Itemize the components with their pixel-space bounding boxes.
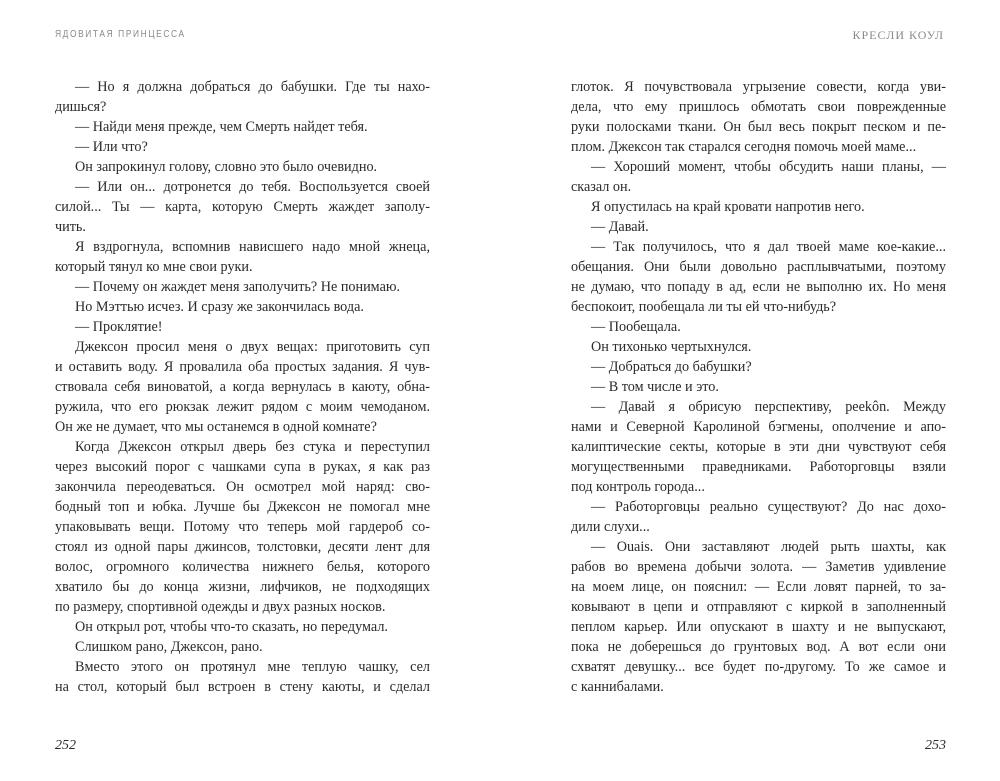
text-line: дили слухи... [571, 519, 650, 535]
text-line: закончила переодеваться. Он осмотрел мой наряд: сво- [55, 479, 430, 495]
text-line: ствовала себя виноватой, а когда вернулась в каюту, обна- [55, 379, 430, 395]
right-page [500, 0, 1000, 781]
text-line: Слишком рано, Джексон, рано. [75, 639, 263, 655]
page-number: 253 [925, 738, 946, 753]
text-line: пеплом карьер. Или опускают в шахту и не выпускают, [571, 619, 946, 635]
text-line: — Давай я обрисую перспективу, peekôn. Между [591, 399, 946, 415]
text-line: — Пообещала. [591, 319, 681, 335]
text-line: — Или он... дотронется до тебя. Воспользуется своей [75, 179, 430, 195]
text-line: руки полосками ткани. Он был весь покрыт песком и пе- [571, 119, 946, 135]
text-line: Он же не думает, что мы останемся в одной комнате? [55, 419, 377, 435]
text-line: и оставить воду. Я провалила оба простых задания. Я чув- [55, 359, 430, 375]
text-line: Я опустилась на край кровати напротив него. [591, 199, 865, 215]
text-line: дела, что ему пришлось обмотать свои поврежденные [571, 99, 946, 115]
page-number: 252 [55, 738, 76, 753]
running-head-author: КРЕСЛИ КОУЛ [852, 28, 944, 42]
text-line: бодный топ и юбка. Лучше бы Джексон не помогал мне [55, 499, 430, 515]
text-line: хватило бы до конца жизни, лифчиков, не подходящих [55, 579, 430, 595]
text-line: — Так получилось, что я дал твоей маме кое-какие... [591, 239, 946, 255]
text-line: сказал он. [571, 179, 632, 195]
text-line: Когда Джексон открыл дверь без стука и переступил [75, 439, 430, 455]
text-line: рабов во времена добычи золота. — Заметив удивление [571, 559, 946, 575]
text-line: — Проклятие! [75, 319, 163, 335]
text-line: калиптические секты, которые в эти дни чувствуют себя [571, 439, 946, 455]
text-line: — Ouais. Они заставляют людей рыть шахты, как [591, 539, 946, 555]
text-line: волос, огромного количества нижнего белья, которого [55, 559, 430, 575]
text-line: — Или что? [75, 139, 148, 155]
text-line: схватят девушку... все будет по-другому. То же самое и [571, 659, 946, 675]
text-line: дишься? [55, 99, 107, 115]
text-line: — Работорговцы реально существуют? До нас дохо- [591, 499, 946, 515]
text-line: обещания. Они были довольно расплывчатыми, поэтому [571, 259, 946, 275]
text-line: ковывают в цепи и отправляют с киркой в заполненный [571, 599, 946, 615]
text-line: упаковывать вещи. Потому что теперь мой гардероб со- [55, 519, 430, 535]
text-line: Он тихонько чертыхнулся. [591, 339, 752, 355]
body-text [55, 77, 430, 697]
text-line: Джексон просил меня о двух вещах: приготовить суп [75, 339, 430, 355]
text-line: через высокий порог с чашками супа в руках, я как раз [55, 459, 430, 475]
text-line: Вместо этого он протянул мне теплую чашку, сел [75, 659, 430, 675]
text-line: — Хороший момент, чтобы обсудить наши планы, — [591, 159, 946, 175]
text-line: ружила, что его рюкзак лежит рядом с моим чемоданом. [55, 399, 430, 415]
text-line: под контроль города... [571, 479, 705, 495]
text-line: глоток. Я почувствовала угрызение совести, когда уви- [571, 79, 946, 95]
text-line: по размеру, спортивной одежды и двух разных носков. [55, 599, 386, 615]
text-line: Но Мэттью исчез. И сразу же закончилась вода. [75, 299, 364, 315]
text-line: Он открыл рот, чтобы что-то сказать, но передумал. [75, 619, 388, 635]
text-line: Я вздрогнула, вспомнив нависшего надо мной жнеца, [75, 239, 430, 255]
text-line: — Но я должна добраться до бабушки. Где ты нахо- [75, 79, 430, 95]
text-line: Он запрокинул голову, словно это было очевидно. [75, 159, 378, 175]
text-line: могущественными праведниками. Работорговцы взяли [571, 459, 946, 475]
text-line: — Найди меня прежде, чем Смерть найдет тебя. [75, 119, 368, 135]
text-line: — Почему он жаждет меня заполучить? Не понимаю. [75, 279, 401, 295]
text-line: — В том числе и это. [591, 379, 719, 395]
text-line: — Давай. [591, 219, 649, 235]
text-line: беспокоит, пообещала ли ты ей что-нибудь? [571, 299, 837, 315]
text-line: силой... Ты — карта, которую Смерть жаждет заполу- [55, 199, 430, 215]
text-line: плом. Джексон так старался сегодня помочь моей маме... [571, 139, 917, 155]
text-line: который тянул ко мне свои руки. [55, 259, 253, 275]
text-line: нами и Северной Каролиной бэгмены, ополчение и апо- [571, 419, 946, 435]
text-line: на моем лице, он пояснил: — Если ловят парней, то за- [571, 579, 946, 595]
text-line: пока не доберешься до грунтовых вод. А вот если они [571, 639, 946, 655]
text-line: — Добраться до бабушки? [591, 359, 752, 375]
text-line: чить. [55, 219, 86, 235]
running-head-book-title: ЯДОВИТАЯ ПРИНЦЕССА [55, 28, 186, 40]
text-line: стоял из одной пары джинсов, толстовки, десяти лент для [55, 539, 430, 555]
body-text [571, 77, 946, 697]
text-line: на стол, который был встроен в стену каюты, и сделал [55, 679, 430, 695]
text-line: не думаю, что попаду в ад, если не выполню их. Но меня [571, 279, 946, 295]
text-line: с каннибалами. [571, 679, 664, 695]
